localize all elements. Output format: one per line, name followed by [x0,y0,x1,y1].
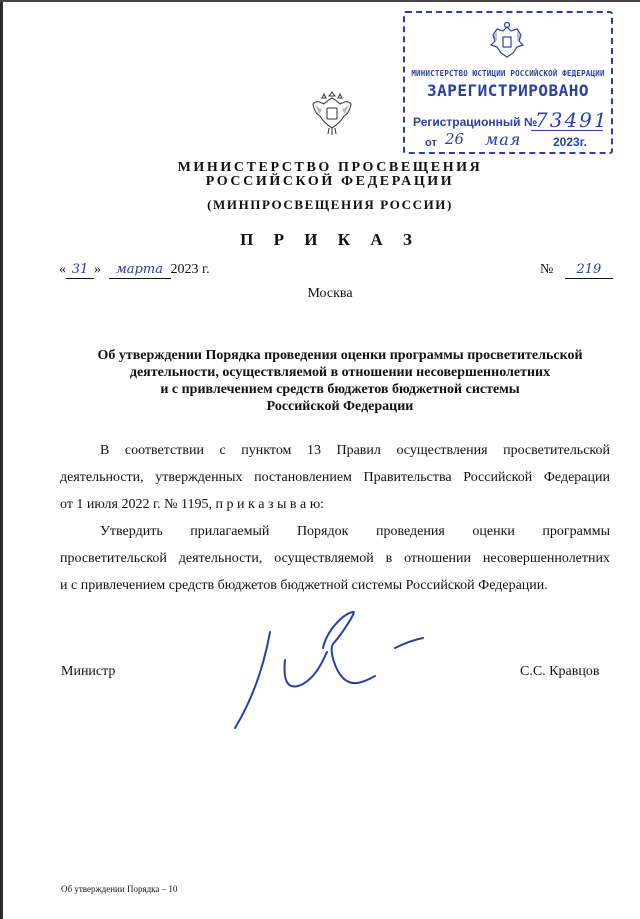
order-day: 31 [71,262,89,277]
body-line3: от 1 июля 2022 г. № 1195, п р и к а з ы в а ю: [60,497,325,512]
stamp-reg-label: Регистрационный № [413,115,538,129]
stamp-reg-underline [531,130,603,131]
order-city: Москва [307,286,353,301]
scan-edge-top [0,0,640,2]
open-quote: « [59,262,66,277]
document-title-line2: деятельности, осуществляемой в отношении несовершеннолетних [129,365,551,380]
order-year: 2023 г. [170,262,210,277]
scan-edge [0,0,3,919]
handwritten-signature [225,600,425,740]
order-number [540,262,613,279]
stamp-date-month: мая [485,130,522,149]
ministry-name-line2: РОССИЙСКОЙ ФЕДЕРАЦИИ [205,174,455,189]
document-title-line4: Российской Федерации [266,399,414,414]
stamp-registered: ЗАРЕГИСТРИРОВАНО [426,81,590,100]
body-line1: В соответствии с пунктом 13 Правил осуществления просветительской [100,443,610,458]
body-line2: деятельности, утвержденных постановлением Правительства Российской Федерации [60,470,610,485]
ministry-short-name: (МИНПРОСВЕЩЕНИЯ РОССИИ) [207,197,453,212]
order-number-value: 219 [576,262,602,277]
order-date [59,262,210,279]
signatory-name: С.С. Кравцов [520,664,600,679]
coat-of-arms-icon [310,88,354,138]
stamp-reg-number: 73491 [535,108,609,132]
body-line6: и с привлечением средств бюджетов бюджетной системы Российской Федерации. [60,578,548,593]
number-sign: № [540,262,554,277]
ministry-name-line1: МИНИСТЕРСТВО ПРОСВЕЩЕНИЯ [177,160,483,175]
stamp-date-day: 26 [445,130,465,148]
signatory-position: Министр [61,664,116,679]
document-title-line1: Об утверждении Порядка проведения оценки программы просветительской [97,348,583,363]
footer-text: Об утверждении Порядка – 10 [61,884,178,894]
stamp-date-year: 2023г. [553,135,587,149]
close-quote: » [94,262,101,277]
stamp-ministry: МИНИСТЕРСТВО ЮСТИЦИИ РОССИЙСКОЙ ФЕДЕРАЦИИ [411,69,605,78]
registration-stamp [403,11,613,154]
body-line5: просветительской деятельности, осуществляемой в отношении несовершеннолетних [60,551,610,566]
body-line4: Утвердить прилагаемый Порядок проведения оценки программы [100,524,610,539]
order-month: марта [116,262,163,277]
document-title-line3: и с привлечением средств бюджетов бюджетной системы [160,382,520,397]
stamp-eagle-icon [485,19,529,63]
document-type: П Р И К А З [240,230,420,249]
stamp-date-prefix: от [425,137,437,149]
